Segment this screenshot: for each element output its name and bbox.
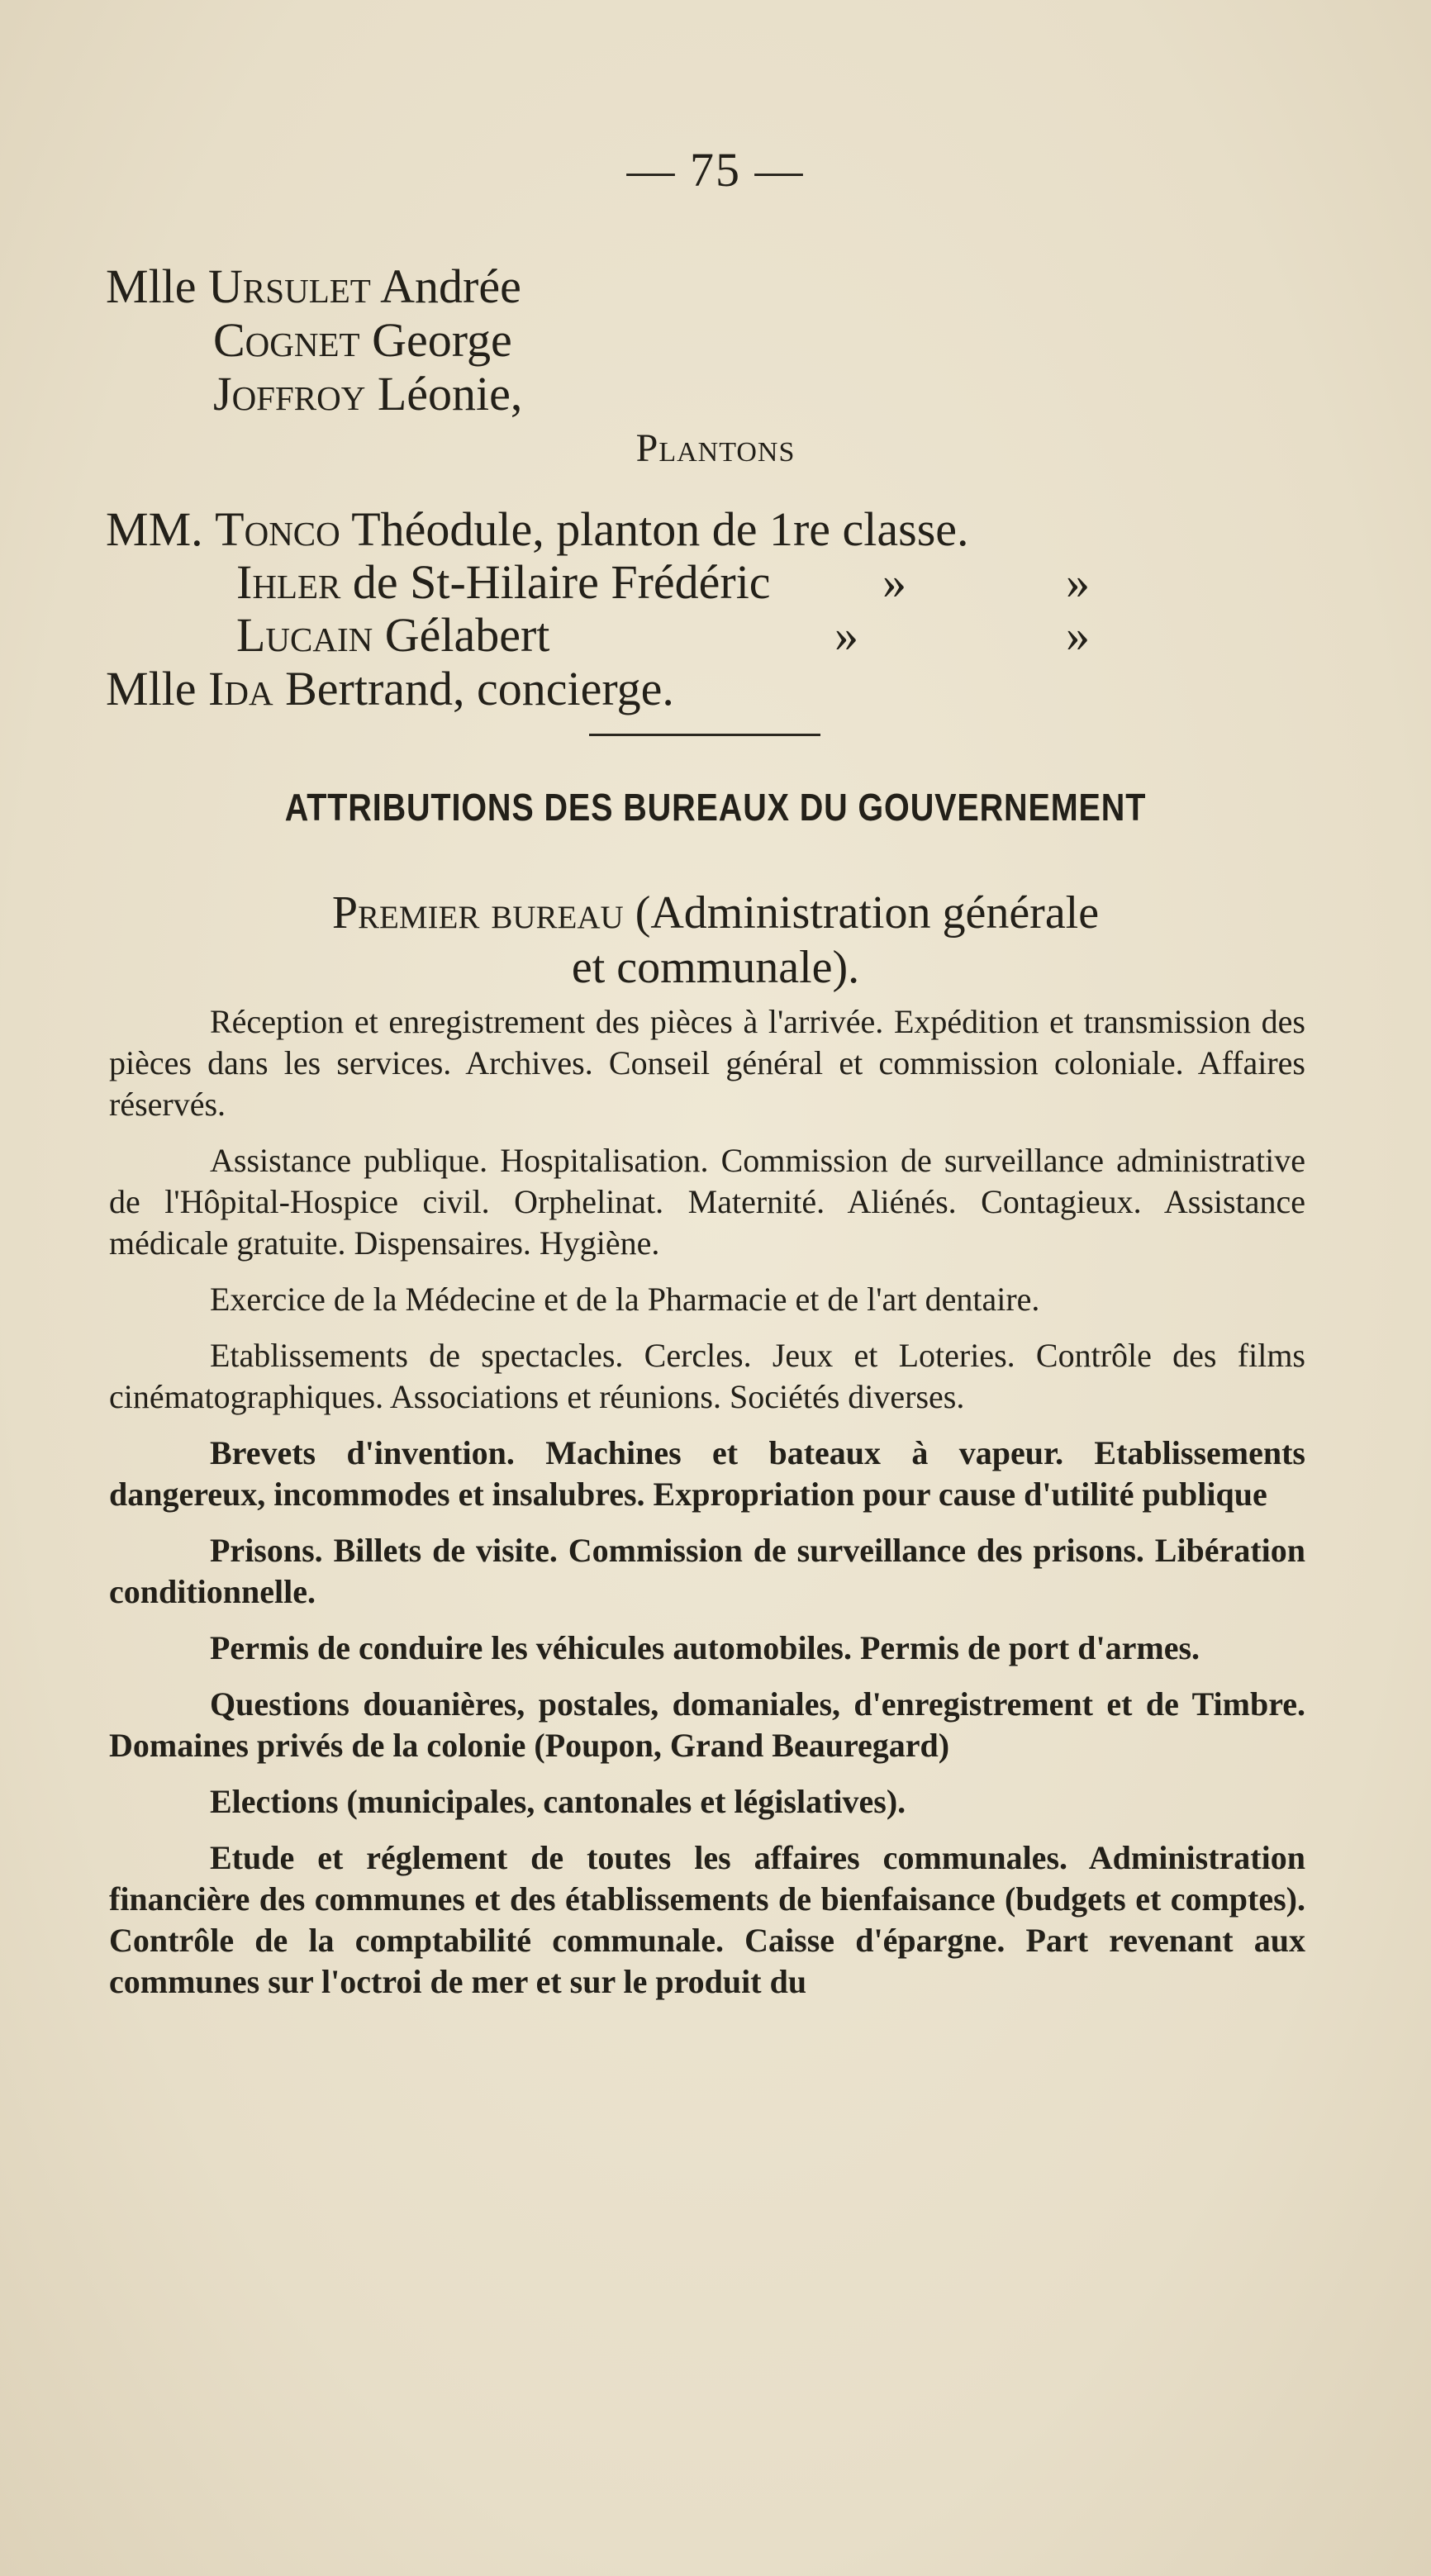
staff-given-name: George [372, 313, 512, 367]
staff-row [106, 662, 674, 715]
main-heading: ATTRIBUTIONS DES BUREAUX DU GOUVERNEMENT [284, 786, 1147, 829]
ditto-mark: » [882, 555, 906, 609]
paragraph: Exercice de la Médecine et de la Pharmacie et de l'art dentaire. [210, 1281, 1040, 1318]
staff-surname: Ida [208, 662, 273, 715]
staff-surname: Ihler [236, 555, 341, 609]
staff-row [213, 313, 512, 367]
paragraph: Permis de conduire les véhicules automobiles. Permis de port d'armes. [210, 1629, 1200, 1666]
staff-given-name: Andrée [380, 259, 521, 313]
ditto-mark: » [834, 608, 858, 662]
staff-title: Mlle [106, 662, 197, 715]
paragraph: Elections (municipales, cantonales et législatives). [210, 1783, 906, 1820]
staff-given-name: Théodule, [351, 502, 544, 556]
attributions-body [109, 1001, 1305, 2018]
staff-row [236, 608, 1112, 662]
staff-title: MM. [106, 502, 203, 556]
staff-surname: Ursulet [208, 259, 371, 313]
staff-role: planton de 1re classe. [556, 502, 969, 556]
staff-given-name: Bertrand, [285, 662, 465, 715]
bureau-heading [0, 886, 1431, 995]
paragraph: Réception et enregistrement des pièces à l'arrivée. Expédition et transmission des pièces dans les services. Archives. Conseil général et commission coloniale. Affaires réservés. [109, 1003, 1305, 1123]
paragraph: Brevets d'invention. Machines et bateaux à vapeur. Etablissements dangereux, incommodes et insalubres. Expropriation pour cause d'utilité publique [109, 1434, 1305, 1513]
bureau-name: Premier bureau [331, 887, 624, 939]
staff-surname: Joffroy [213, 367, 366, 421]
staff-given-name: Léonie, [377, 367, 523, 421]
staff-surname: Tonco [215, 502, 340, 556]
ditto-mark: » [1066, 555, 1090, 609]
staff-title: Mlle [106, 259, 197, 313]
staff-surname: Lucain [236, 608, 373, 662]
bureau-heading-line2: et communale). [571, 942, 860, 993]
staff-row [106, 502, 969, 556]
paragraph: Etude et réglement de toutes les affaires communales. Administration financière des communes et des établissements de bienfaisance (budgets et comptes). Contrôle de la comptabilité communale. Caisse d'épargne. Part revenant aux communes sur l'octroi de mer et sur le produit du [109, 1839, 1305, 2000]
paragraph: Etablissements de spectacles. Cercles. Jeux et Loteries. Contrôle des films cinématographiques. Associations et réunions. Sociétés diverses. [109, 1337, 1305, 1415]
ditto-mark: » [1066, 608, 1090, 662]
bureau-heading-line1: (Administration générale [635, 887, 1100, 939]
staff-role: concierge. [477, 662, 674, 715]
paragraph: Questions douanières, postales, domaniales, d'enregistrement et de Timbre. Domaines privés de la colonie (Poupon, Grand Beauregard) [109, 1685, 1305, 1764]
staff-given-name: Gélabert [384, 608, 550, 662]
paragraph: Assistance publique. Hospitalisation. Commission de surveillance administrative de l'Hôpital-Hospice civil. Orphelinat. Maternité. Aliénés. Contagieux. Assistance médicale gratuite. Dispensaires. Hygiène. [109, 1142, 1305, 1262]
staff-row [213, 367, 523, 421]
staff-row [236, 555, 1112, 609]
section-heading-plantons: Plantons [635, 426, 796, 470]
staff-given-name: de St-Hilaire Frédéric [352, 555, 771, 609]
staff-surname: Cognet [213, 313, 360, 367]
paragraph: Prisons. Billets de visite. Commission de surveillance des prisons. Libération conditionnelle. [109, 1532, 1305, 1610]
divider-rule [589, 734, 820, 736]
staff-row [106, 259, 521, 313]
page-number: — 75 — [626, 143, 805, 197]
